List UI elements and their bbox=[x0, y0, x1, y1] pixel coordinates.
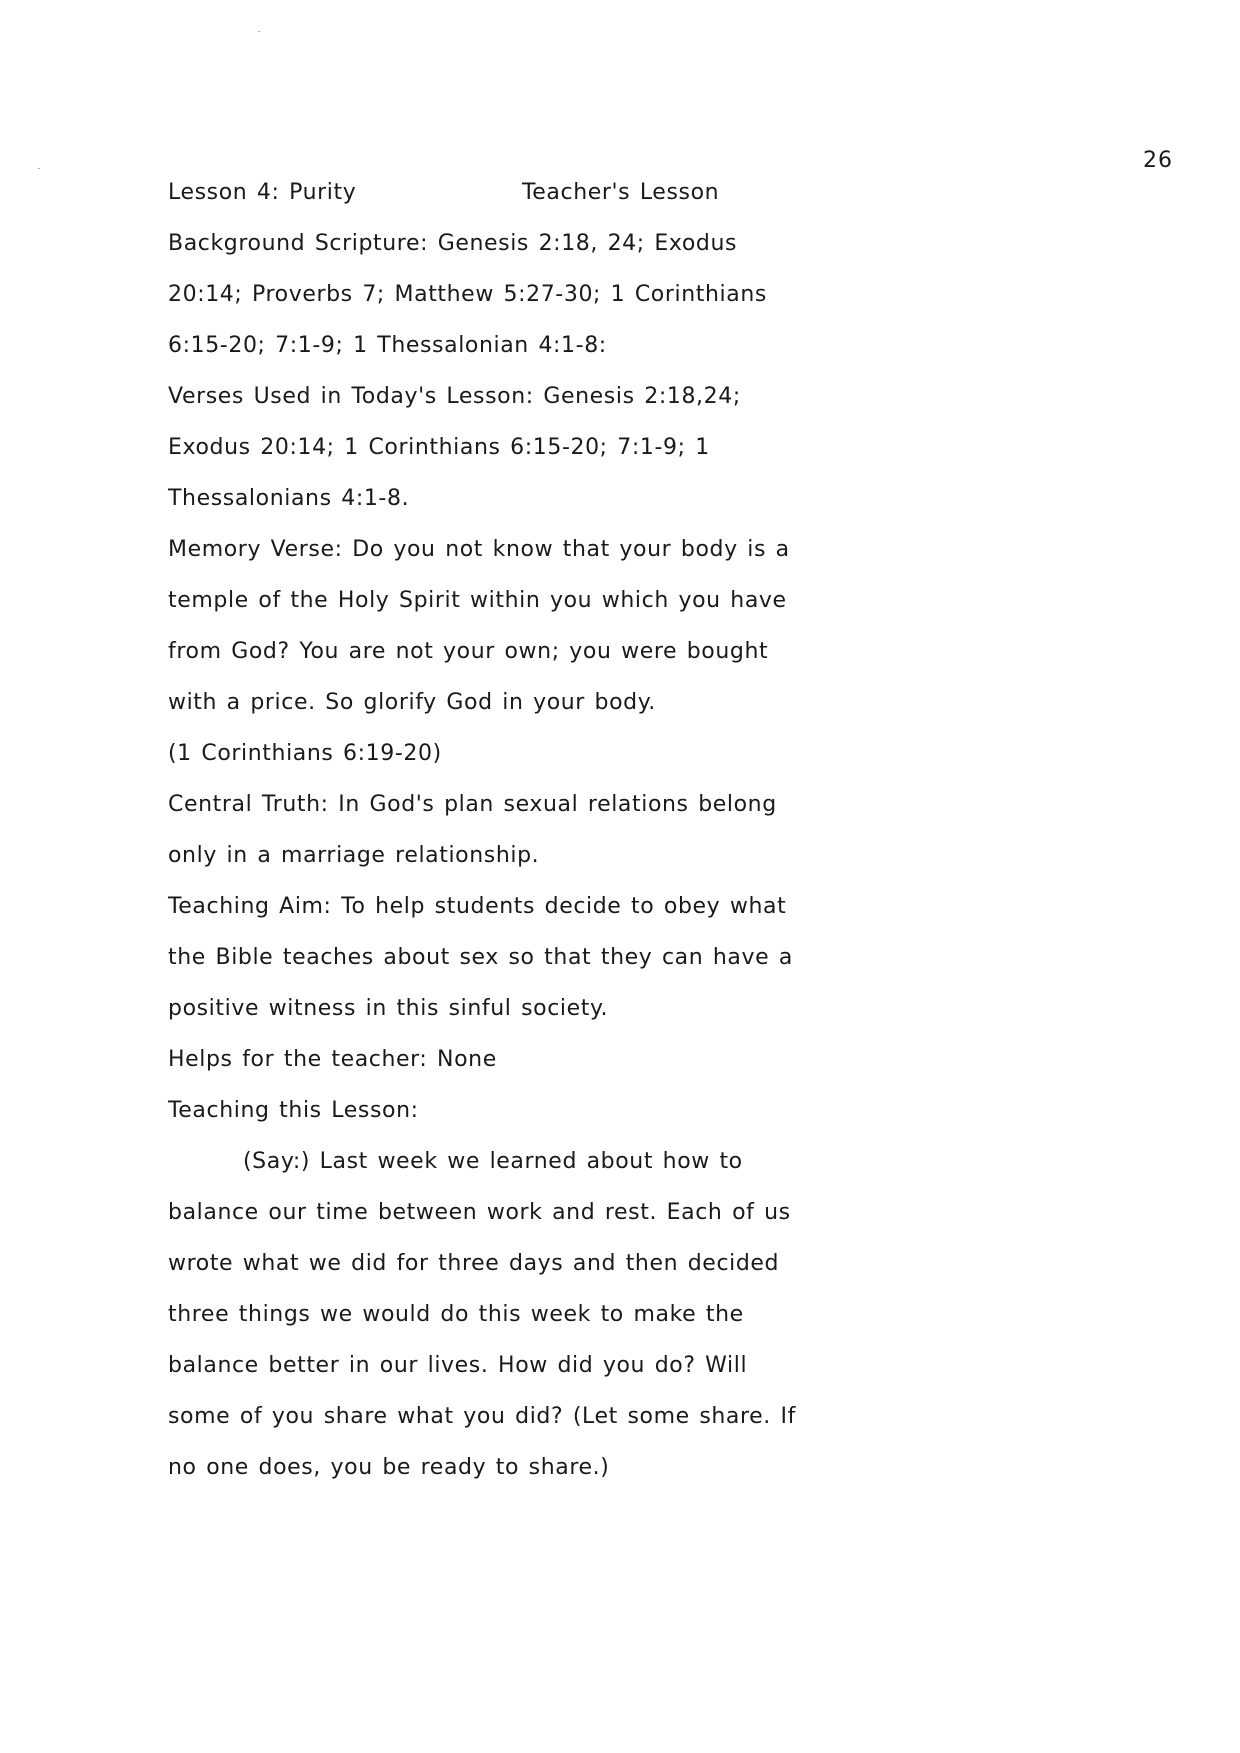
lesson-type: Teacher's Lesson bbox=[522, 180, 720, 205]
teaching-aim-line: positive witness in this sinful society. bbox=[168, 996, 609, 1021]
memory-verse-line: temple of the Holy Spirit within you which you have bbox=[168, 588, 787, 613]
verses-used-line: Exodus 20:14; 1 Corinthians 6:15-20; 7:1-9; 1 bbox=[168, 435, 710, 460]
lesson-paragraph-line: balance better in our lives. How did you do? Will bbox=[168, 1353, 748, 1378]
helps-for-teacher-line: Helps for the teacher: None bbox=[168, 1047, 497, 1072]
lesson-paragraph-line: three things we would do this week to make the bbox=[168, 1302, 744, 1327]
teaching-aim-line: Teaching Aim: To help students decide to obey what bbox=[168, 894, 787, 919]
background-scripture-line: 6:15-20; 7:1-9; 1 Thessalonian 4:1-8: bbox=[168, 333, 607, 358]
verses-used-line: Thessalonians 4:1-8. bbox=[168, 486, 410, 511]
lesson-header bbox=[168, 173, 808, 224]
memory-verse-reference: (1 Corinthians 6:19-20) bbox=[168, 741, 442, 766]
scan-speck bbox=[258, 31, 260, 32]
teaching-this-lesson-heading: Teaching this Lesson: bbox=[168, 1098, 419, 1123]
background-scripture-line: Background Scripture: Genesis 2:18, 24; Exodus bbox=[168, 231, 738, 256]
lesson-paragraph-line: no one does, you be ready to share.) bbox=[168, 1455, 610, 1480]
memory-verse-line: from God? You are not your own; you were bought bbox=[168, 639, 769, 664]
lesson-text bbox=[168, 173, 808, 1499]
lesson-title: Lesson 4: Purity bbox=[168, 180, 357, 205]
lesson-paragraph-line: wrote what we did for three days and then decided bbox=[168, 1251, 780, 1276]
memory-verse-line: Memory Verse: Do you not know that your body is a bbox=[168, 537, 790, 562]
scan-speck bbox=[38, 168, 40, 169]
verses-used-line: Verses Used in Today's Lesson: Genesis 2:18,24; bbox=[168, 384, 741, 409]
central-truth-line: only in a marriage relationship. bbox=[168, 843, 540, 868]
lesson-paragraph-line: (Say:) Last week we learned about how to bbox=[243, 1149, 743, 1174]
lesson-paragraph-line: balance our time between work and rest. Each of us bbox=[168, 1200, 791, 1225]
teaching-aim-line: the Bible teaches about sex so that they can have a bbox=[168, 945, 793, 970]
lesson-paragraph-line: some of you share what you did? (Let some share. If bbox=[168, 1404, 796, 1429]
memory-verse-line: with a price. So glorify God in your body. bbox=[168, 690, 656, 715]
page-number: 26 bbox=[1143, 148, 1173, 173]
central-truth-line: Central Truth: In God's plan sexual relations belong bbox=[168, 792, 777, 817]
background-scripture-line: 20:14; Proverbs 7; Matthew 5:27-30; 1 Corinthians bbox=[168, 282, 767, 307]
